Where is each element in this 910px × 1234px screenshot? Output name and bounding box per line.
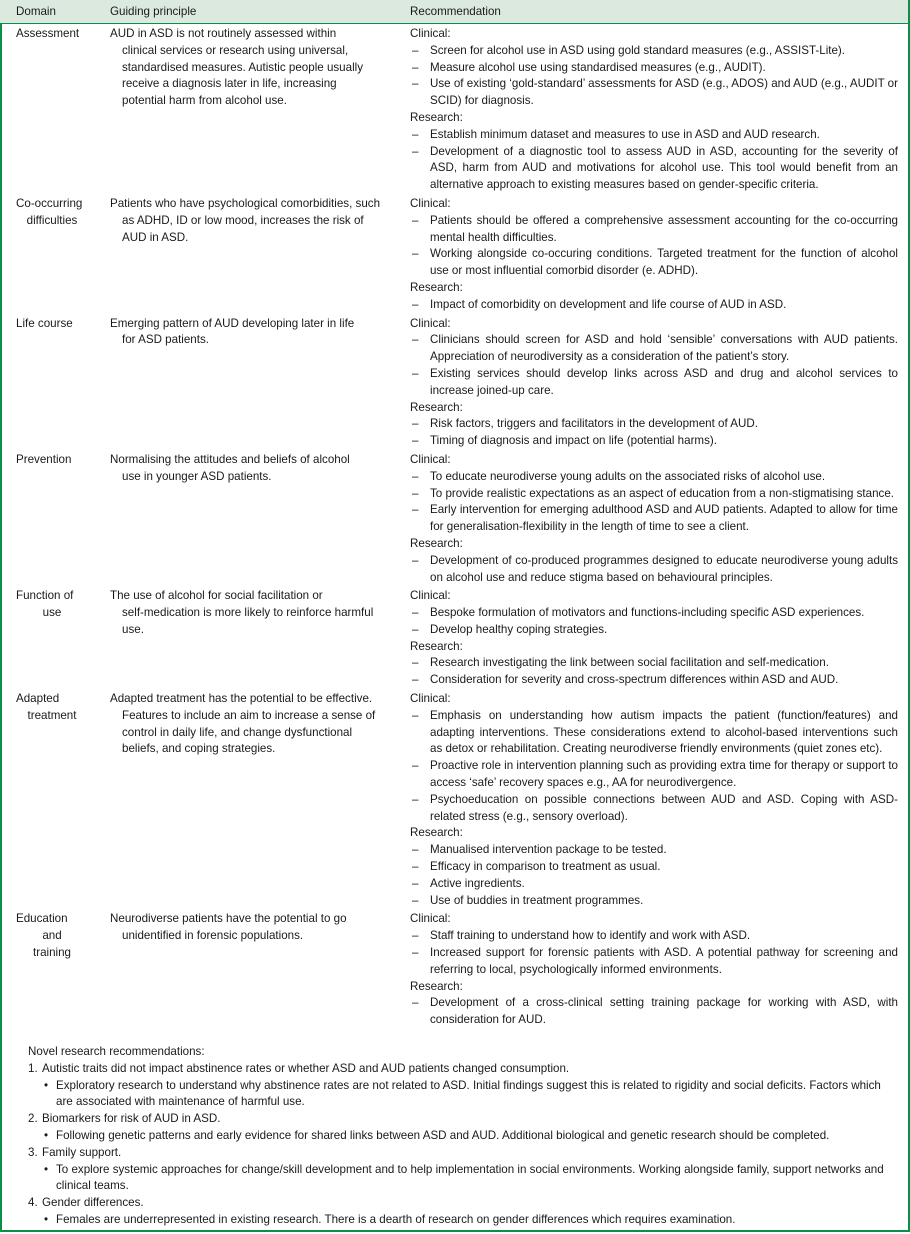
research-item: – Development of co-produced programmes designed to educate neurodiverse young adults on alcohol use and reduce stigma based on behavioural principles. [410,553,898,587]
table-row [0,314,908,450]
note-item [28,1195,898,1212]
clinical-label: Clinical: [410,196,451,210]
guiding-principle-line: The use of alcohol for social facilitation or [110,589,323,603]
note-item [28,1145,898,1162]
guiding-principle-line: clinical services or research using universal, [122,43,349,57]
research-label: Research: [410,536,463,550]
research-item: – Development of a diagnostic tool to assess AUD in ASD, accounting for the severity of ASD, harm from AUD and motivations for alcohol use. This tool would benefit from an alternative approach to existing measures based on gender-specific criteria. [410,144,898,194]
domain-label: Prevention [16,452,72,466]
research-label: Research: [410,280,463,294]
research-label: Research: [410,110,463,124]
domain-cell [0,194,110,314]
guiding-principle-line: Features to include an aim to increase a sense of [122,708,376,722]
table-row [0,909,908,1029]
clinical-item: – Early intervention for emerging adulthood ASD and AUD patients. Adapted to allow for time for generalisation-flexibility in the length of time to see a client. [410,502,898,536]
guiding-principle-line: unidentified in forensic populations. [122,929,304,943]
research-item: – Efficacy in comparison to treatment as usual. [410,859,898,876]
recommendation-cell [410,909,908,1029]
guiding-principle-line: AUD in ASD is not routinely assessed within [110,27,337,40]
recommendation-cell [410,689,908,909]
guiding-principle-line: Neurodiverse patients have the potential to go [110,912,347,926]
table-row [0,586,908,689]
domain-label: Life course [16,316,73,330]
note-text: Gender differences. [42,1196,144,1210]
note-number: 1. [28,1061,38,1075]
domain-cell [0,450,110,586]
clinical-item: – Emphasis on understanding how autism impacts the patient (function/features) and adapting interventions. These considerations extend to alcohol-based interventions such as detox or rehabilitation. Creating neurodiverse friendly environments (quiet zones etc). [410,708,898,758]
guiding-principle-line: Normalising the attitudes and beliefs of alcohol [110,452,350,466]
guiding-principle-line: receive a diagnosis later in life, increasing [122,77,337,91]
novel-research-notes [28,1044,898,1229]
note-bullet-text: Females are underrepresented in existing research. There is a dearth of research on gender differences which requires examination. [56,1212,736,1226]
domain-label: Education [16,912,68,926]
clinical-label: Clinical: [410,316,451,330]
domain-label: use [42,606,62,620]
research-item: – Impact of comorbidity on development and life course of AUD in ASD. [410,297,898,314]
clinical-item: – To provide realistic expectations as an aspect of education from a non-stigmatising stance. [410,486,898,503]
guiding-principle-line: Adapted treatment has the potential to be effective. [110,692,373,706]
research-item: – Development of a cross-clinical setting training package for working with ASD, with consideration for AUD. [410,995,898,1029]
research-label: Research: [410,639,463,653]
note-bullet [28,1078,898,1112]
clinical-item: – Patients should be offered a comprehensive assessment accounting for the co-occurring mental health difficulties. [410,213,898,247]
note-item [28,1111,898,1128]
note-text: Autistic traits did not impact abstinence rates or whether ASD and AUD patients changed consumption. [42,1061,570,1075]
note-bullet-text: Exploratory research to understand why abstinence rates are not related to ASD. Initial findings suggest this is related to rigidity and social deficits. Factors which are associated with maintenance of harmful use. [56,1078,881,1109]
clinical-item: – Increased support for forensic patients with ASD. A potential pathway for screening and referring to local, psychologically informed environments. [410,945,898,979]
guiding-principle-line: use. [122,622,144,636]
clinical-item: – To educate neurodiverse young adults on the associated risks of alcohol use. [410,469,898,486]
guiding-principle-cell [110,689,410,909]
domain-cell [0,314,110,450]
guiding-principle-line: for ASD patients. [122,333,209,347]
note-item [28,1061,898,1078]
research-item: – Timing of diagnosis and impact on life (potential harms). [410,433,898,450]
clinical-label: Clinical: [410,27,451,40]
recommendation-cell [410,24,908,194]
clinical-item: – Psychoeducation on possible connections between AUD and ASD. Coping with ASD-related stress (e.g., sensory overload). [410,792,898,826]
notes-list [28,1061,898,1229]
research-item: – Manualised intervention package to be tested. [410,842,898,859]
clinical-label: Clinical: [410,912,451,926]
guiding-principle-cell [110,314,410,450]
bullet-dot-icon: • [44,1212,49,1226]
domain-cell [0,586,110,689]
domain-label: training [32,946,72,960]
table-header [0,0,908,24]
note-number: 3. [28,1145,38,1159]
header-guiding-principle: Guiding principle [110,0,410,24]
bullet-dot-icon: • [44,1162,49,1176]
guiding-principle-cell [110,194,410,314]
research-label: Research: [410,826,463,840]
table-row [0,689,908,909]
guiding-principle-line: potential harm from alcohol use. [122,94,287,108]
table-body [0,24,908,1030]
clinical-item: – Measure alcohol use using standardised measures (e.g., AUDIT). [410,60,898,77]
research-item: – Establish minimum dataset and measures to use in ASD and AUD research. [410,127,898,144]
bullet-dot-icon: • [44,1128,49,1142]
domain-cell [0,689,110,909]
domain-cell [0,909,110,1029]
guiding-principle-line: self-medication is more likely to reinforce harmful [122,606,374,620]
table-row [0,450,908,586]
research-label: Research: [410,400,463,414]
research-label: Research: [410,979,463,993]
note-bullet [28,1212,898,1229]
guiding-principle-line: control in daily life, and change dysfunctional [122,725,353,739]
table-row [0,24,908,194]
domain-label: and [42,929,62,943]
note-bullet [28,1162,898,1196]
clinical-item: – Clinicians should screen for ASD and hold ‘sensible’ conversations with AUD patients. Appreciation of neurodiversity as a consideration of the patient’s story. [410,332,898,366]
guiding-principle-cell [110,24,410,194]
clinical-item: – Develop healthy coping strategies. [410,622,898,639]
recommendation-cell [410,586,908,689]
research-item: – Use of buddies in treatment programmes. [410,893,898,910]
note-number: 4. [28,1196,38,1210]
clinical-label: Clinical: [410,589,451,603]
guiding-principle-line: beliefs, and coping strategies. [122,742,276,756]
table-row [0,194,908,314]
guiding-principle-cell [110,450,410,586]
guiding-principle-line: Emerging pattern of AUD developing later in life [110,316,355,330]
note-text: Biomarkers for risk of AUD in ASD. [42,1112,221,1126]
domain-label: Function of [16,589,74,603]
note-text: Family support. [42,1145,122,1159]
guiding-principle-cell [110,909,410,1029]
note-number: 2. [28,1112,38,1126]
clinical-item: – Bespoke formulation of motivators and functions-including specific ASD experiences. [410,605,898,622]
note-bullet-text: Following genetic patterns and early evidence for shared links between ASD and AUD. Additional biological and genetic research should be completed. [56,1128,830,1142]
clinical-label: Clinical: [410,692,451,706]
guiding-principle-line: Patients who have psychological comorbidities, such [110,196,381,210]
domain-label: Co-occurring [16,196,83,210]
research-item: – Active ingredients. [410,876,898,893]
guiding-principle-line: use in younger ASD patients. [122,469,272,483]
guiding-principle-line: as ADHD, ID or low mood, increases the risk of [122,213,364,227]
note-bullet-text: To explore systemic approaches for change/skill development and to help implementation in social environments. Working alongside family, support networks and clinical teams. [56,1162,884,1193]
domain-label: difficulties [26,213,78,227]
clinical-item: – Screen for alcohol use in ASD using gold standard measures (e.g., ASSIST-Lite). [410,43,898,60]
domain-label: Assessment [16,27,80,40]
research-item: – Consideration for severity and cross-spectrum differences within ASD and AUD. [410,672,898,689]
header-domain: Domain [0,0,110,24]
research-item: – Research investigating the link between social facilitation and self-medication. [410,655,898,672]
clinical-item: – Proactive role in intervention planning such as providing extra time for therapy or support to access ‘safe’ recovery spaces e.g., AA for neurodivergence. [410,758,898,792]
note-bullet [28,1128,898,1145]
clinical-item: – Working alongside co-occuring conditions. Targeted treatment for the function of alcohol use or most influential comorbid disorder (e. ADHD). [410,246,898,280]
recommendation-cell [410,314,908,450]
domain-label: Adapted [16,692,60,706]
guiding-principle-line: AUD in ASD. [122,230,189,244]
guiding-principle-line: standardised measures. Autistic people usually [122,60,364,74]
notes-title: Novel research recommendations: [28,1045,205,1058]
header-recommendation: Recommendation [410,0,908,24]
bullet-dot-icon: • [44,1078,49,1092]
research-item: – Risk factors, triggers and facilitators in the development of AUD. [410,416,898,433]
clinical-item: – Staff training to understand how to identify and work with ASD. [410,928,898,945]
clinical-item: – Existing services should develop links across ASD and drug and alcohol services to increase joined-up care. [410,366,898,400]
domain-cell [0,24,110,194]
recommendation-cell [410,194,908,314]
clinical-item: – Use of existing ‘gold-standard’ assessments for ASD (e.g., ADOS) and AUD (e.g., AUDIT or SCID) for diagnosis. [410,76,898,110]
clinical-label: Clinical: [410,452,451,466]
recommendation-cell [410,450,908,586]
domain-label: treatment [27,708,77,722]
guiding-principle-cell [110,586,410,689]
